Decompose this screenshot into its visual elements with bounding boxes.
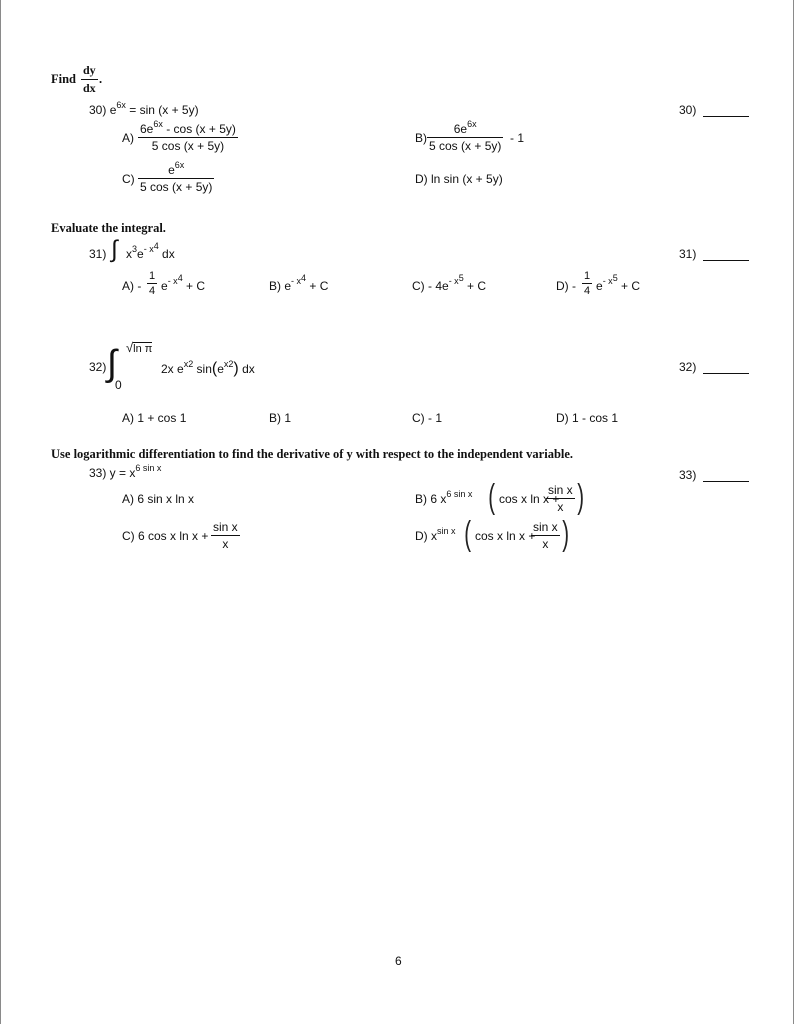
option-31b: B) $e^{- x4} + C$ [269, 273, 329, 293]
option-33b-inner: cos x ln x + [499, 492, 560, 506]
option-33d-inner: cos x ln x + [475, 529, 536, 543]
question-32-number: 32) [89, 360, 107, 374]
answer-number-33: 33) [679, 468, 697, 482]
answer-blank-31[interactable] [703, 260, 749, 261]
option-31d-fraction: 1 4 [584, 270, 591, 297]
lower-limit: 0 [115, 378, 122, 392]
option-30c-letter: C) [122, 172, 135, 186]
option-30b-fraction: $6e^{6x}$ 5 cos (x + 5y) [429, 119, 502, 153]
option-32c: C) - 1 [412, 411, 442, 425]
question-30-stem: 30) $e^{6x} = \sin (x + 5y)$ [89, 100, 199, 117]
option-32d: D) 1 - cos 1 [556, 411, 619, 425]
question-31-integrand: $x^3e^{- x4}$ dx [126, 241, 175, 261]
left-brace-icon: ( [488, 478, 496, 516]
right-brace-icon: ) [577, 478, 585, 516]
period: . [99, 72, 103, 86]
question-33-stem: 33) $y = x^{6 sin x}$ [89, 463, 162, 480]
option-32b: B) 1 [269, 411, 292, 425]
option-31d-expression: $e^{- x5} + C$ [596, 273, 641, 293]
page-number: 6 [395, 954, 402, 968]
dx-denominator: dx [83, 81, 96, 95]
answer-blank-32[interactable] [703, 373, 749, 374]
option-31a-fraction: 1 4 [149, 270, 156, 297]
log-differentiation-heading: Use logarithmic differentiation to find the derivative of y with respect to the independent variable. [51, 447, 574, 461]
integral-heading: Evaluate the integral. [51, 221, 166, 235]
dy-numerator: dy [83, 63, 96, 77]
question-32-integrand: 2x $e^{x2}$ $\sin(e^{x2})$ dx [161, 359, 255, 377]
option-31a-letter: A) - [122, 279, 142, 293]
definite-integral-sign-icon: ∫ [107, 342, 117, 383]
option-32a: A) 1 + cos 1 [122, 411, 187, 425]
option-30d: D) ln sin (x + 5y) [415, 172, 503, 186]
option-30b-letter: B) [415, 131, 427, 145]
option-33d-lead: D) $x^{sin x}$ [415, 526, 456, 543]
option-31c: $C) - 4e^{- x5} + C$ [412, 273, 487, 293]
right-brace-icon: ) [562, 515, 570, 553]
option-31a-expression: $e^{- x4} + C$ [161, 273, 206, 293]
find-label: Find [51, 72, 77, 86]
option-33d-fraction: sin x x [533, 520, 558, 551]
option-33b-fraction: sin x x [548, 483, 573, 514]
answer-blank-30[interactable] [703, 116, 749, 117]
option-30b-tail: - 1 [510, 131, 525, 145]
upper-limit: √ln π [126, 340, 153, 355]
answer-number-31: 31) [679, 247, 697, 261]
answer-number-32: 32) [679, 360, 697, 374]
option-31d-letter: D) - [556, 279, 576, 293]
dy-dx-fraction [81, 63, 98, 96]
option-33c-lead: C) 6 cos x ln x + [122, 529, 209, 543]
option-33b-lead: B) 6 $x^{6 sin x}$ [415, 489, 473, 506]
question-31-number: 31) [89, 247, 107, 261]
option-30c-fraction: $e^{6x}$ 5 cos (x + 5y) [140, 160, 213, 194]
answer-blank-33[interactable] [703, 481, 749, 482]
option-33a: A) 6 sin x ln x [122, 492, 195, 506]
integral-sign-icon: ∫ [111, 236, 118, 263]
option-30a-fraction: $6e^{6x} - \cos (x + 5y)$ 5 cos (x + 5y) [140, 119, 236, 153]
option-30a-letter: A) [122, 131, 134, 145]
option-33c-fraction: sin x x [213, 520, 238, 551]
answer-number-30: 30) [679, 103, 697, 117]
left-brace-icon: ( [464, 515, 472, 553]
